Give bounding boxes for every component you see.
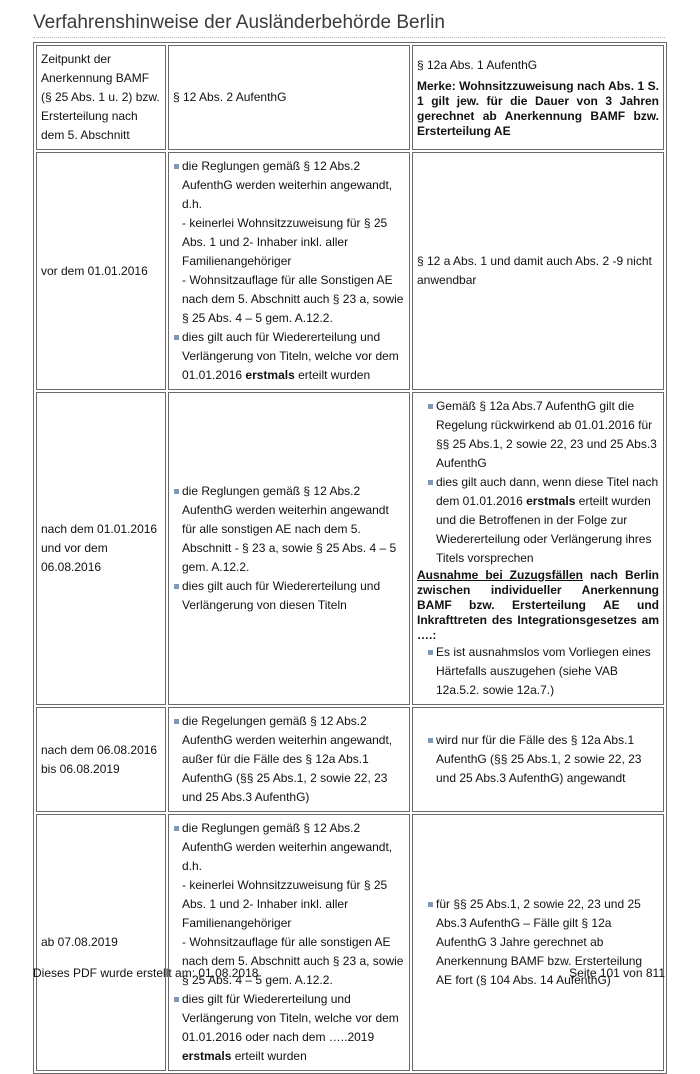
list-item bbox=[427, 397, 659, 473]
item-text: Es ist ausnahmslos vom Vorliegen eines Härtefalls auszugehen (siehe VAB 12a.5.2. sowie 12a.7.) bbox=[436, 645, 651, 697]
exception-note bbox=[417, 568, 659, 643]
footer-created-date: Dieses PDF wurde erstellt am: 01.08.2018 bbox=[33, 966, 259, 980]
period-text: ab 07.08.2019 bbox=[41, 935, 118, 949]
header-cell-timing bbox=[36, 45, 166, 150]
list-item bbox=[173, 482, 405, 577]
item-emphasis: erstmals bbox=[526, 494, 576, 508]
list-item bbox=[173, 328, 405, 385]
header-12a-1-note: Merke: Wohnsitzzuweisung nach Abs. 1 S. 1 gilt jew. für die Dauer von 3 Jahren gerechnet ab Anerkennung BAMF bzw. Ersterteilung AE bbox=[417, 79, 659, 138]
item-subline: - keinerlei Wohnsitzzuweisung für § 25 Abs. 1 und 2- Inhaber inkl. aller Familienangehöriger bbox=[182, 216, 388, 268]
item-text: dies gilt auch für Wiedererteilung und Verlängerung von diesen Titeln bbox=[182, 579, 381, 612]
header-12a-1-title: § 12a Abs. 1 AufenthG bbox=[417, 58, 538, 72]
item-text: dies gilt für Wiedererteilung und Verlängerung von Titeln, welche vor dem 01.01.2016 oder nach dem …..2019 bbox=[182, 992, 399, 1044]
header-timing-text: Zeitpunkt der Anerkennung BAMF (§ 25 Abs. 1 u. 2) bzw. Ersterteilung nach dem 5. Abschnitt bbox=[41, 52, 160, 142]
item-text: dies gilt auch für Wiedererteilung und Verlängerung von Titeln, welche vor dem 01.01.2016 bbox=[182, 330, 399, 382]
list-item bbox=[173, 577, 405, 615]
table-header-row bbox=[36, 45, 664, 150]
period-text: nach dem 06.08.2016 bis 06.08.2019 bbox=[41, 742, 158, 776]
indented-list bbox=[417, 397, 659, 568]
col3-cell bbox=[412, 152, 664, 390]
col2-cell bbox=[168, 707, 410, 812]
list-item bbox=[427, 643, 659, 700]
list-item bbox=[173, 819, 405, 990]
table-row-2016-2019 bbox=[36, 707, 664, 812]
item-text: die Regelungen gemäß § 12 Abs.2 AufenthG werden weiterhin angewandt, außer für die Fälle des § 12a Abs.1 AufenthG (§§ 25 Abs.1, 2 sowie 22, 23 und 25 Abs.3 AufenthG) bbox=[182, 714, 393, 804]
footer-page-number: Seite 101 von 811 bbox=[569, 966, 665, 980]
title-divider bbox=[33, 37, 665, 38]
list-item bbox=[173, 712, 405, 807]
item-text: für §§ 25 Abs.1, 2 sowie 22, 23 und 25 Abs.3 AufenthG – Fälle gilt § 12a AufenthG 3 Jahre gerechnet ab Anerkennung BAMF bzw. Ersterteilung AE fort (§ 104 Abs. 14 AufenthG) bbox=[436, 897, 643, 987]
period-cell bbox=[36, 152, 166, 390]
col2-cell bbox=[168, 392, 410, 705]
item-text: wird nur für die Fälle des § 12a Abs.1 AufenthG (§§ 25 Abs.1, 2 sowie 22, 23 und 25 Abs.3 AufenthG) angewandt bbox=[436, 733, 642, 785]
header-cell-12a-1 bbox=[412, 45, 664, 150]
col3-cell bbox=[412, 814, 664, 1071]
period-text: nach dem 01.01.2016 und vor dem 06.08.2016 bbox=[41, 522, 158, 574]
period-cell bbox=[36, 814, 166, 1071]
item-text: erteilt wurden bbox=[231, 1049, 307, 1063]
period-text: vor dem 01.01.2016 bbox=[41, 263, 148, 278]
col3-cell bbox=[412, 707, 664, 812]
col2-cell bbox=[168, 152, 410, 390]
header-12-2-text: § 12 Abs. 2 AufenthG bbox=[173, 90, 287, 104]
item-subline: - Wohnsitzauflage für alle sonstigen AE nach dem 5. Abschnitt auch § 23 a, sowie § 25 Abs. 4 – 5 gem. A.12.2. bbox=[182, 935, 404, 987]
page-title: Verfahrenshinweise der Ausländerbehörde Berlin bbox=[33, 12, 445, 33]
table-row-from-2019 bbox=[36, 814, 664, 1071]
cell-text: § 12 a Abs. 1 und damit auch Abs. 2 -9 nicht anwendbar bbox=[417, 254, 652, 287]
col2-cell bbox=[168, 814, 410, 1071]
list-item bbox=[173, 990, 405, 1066]
item-text: die Reglungen gemäß § 12 Abs.2 AufenthG werden weiterhin angewandt, d.h. bbox=[182, 821, 393, 873]
item-text: die Reglungen gemäß § 12 Abs.2 AufenthG werden weiterhin angewandt für alle sonstigen AE nach dem 5. Abschnitt - § 23 a, sowie § 25 Abs. 4 – 5 gem. A.12.2. bbox=[182, 484, 397, 574]
period-cell bbox=[36, 707, 166, 812]
regulation-table bbox=[33, 42, 667, 1074]
table-row-before-2016 bbox=[36, 152, 664, 390]
item-emphasis: erstmals bbox=[182, 1049, 232, 1063]
indented-list bbox=[417, 643, 659, 700]
list-item bbox=[427, 731, 659, 788]
header-cell-12-2 bbox=[168, 45, 410, 150]
exception-text: nach Berlin zwischen individueller Anerkennung BAMF bzw. Ersterteilung AE und Inkrafttreten des Integrationsgesetzes am ….: bbox=[417, 568, 659, 642]
col3-cell bbox=[412, 392, 664, 705]
indented-list bbox=[417, 731, 659, 788]
table-row-2016 bbox=[36, 392, 664, 705]
item-subline: - Wohnsitzauflage für alle Sonstigen AE nach dem 5. Abschnitt auch § 23 a, sowie § 25 Abs. 4 – 5 gem. A.12.2. bbox=[182, 273, 404, 325]
list-item bbox=[427, 473, 659, 568]
item-emphasis: erstmals bbox=[245, 368, 295, 382]
item-text: erteilt wurden bbox=[294, 368, 371, 382]
item-text: erteilt wurden und die Betroffenen in der Folge zur Wiedererteilung oder Verlängerung ihres Titels vorsprechen bbox=[436, 494, 652, 565]
item-text: Gemäß § 12a Abs.7 AufenthG gilt die Regelung rückwirkend ab 01.01.2016 für §§ 25 Abs.1, 2 sowie 22, 23 und 25 Abs.3 AufenthG bbox=[436, 399, 657, 470]
exception-heading: Ausnahme bei Zuzugsfällen bbox=[417, 568, 583, 582]
list-item bbox=[173, 157, 405, 328]
item-subline: - keinerlei Wohnsitzzuweisung für § 25 Abs. 1 und 2- Inhaber inkl. aller Familienangehöriger bbox=[182, 878, 388, 930]
item-text: dies gilt auch dann, wenn diese Titel nach dem 01.01.2016 bbox=[436, 475, 659, 508]
period-cell bbox=[36, 392, 166, 705]
item-text: die Reglungen gemäß § 12 Abs.2 AufenthG werden weiterhin angewandt, d.h. bbox=[182, 159, 393, 211]
